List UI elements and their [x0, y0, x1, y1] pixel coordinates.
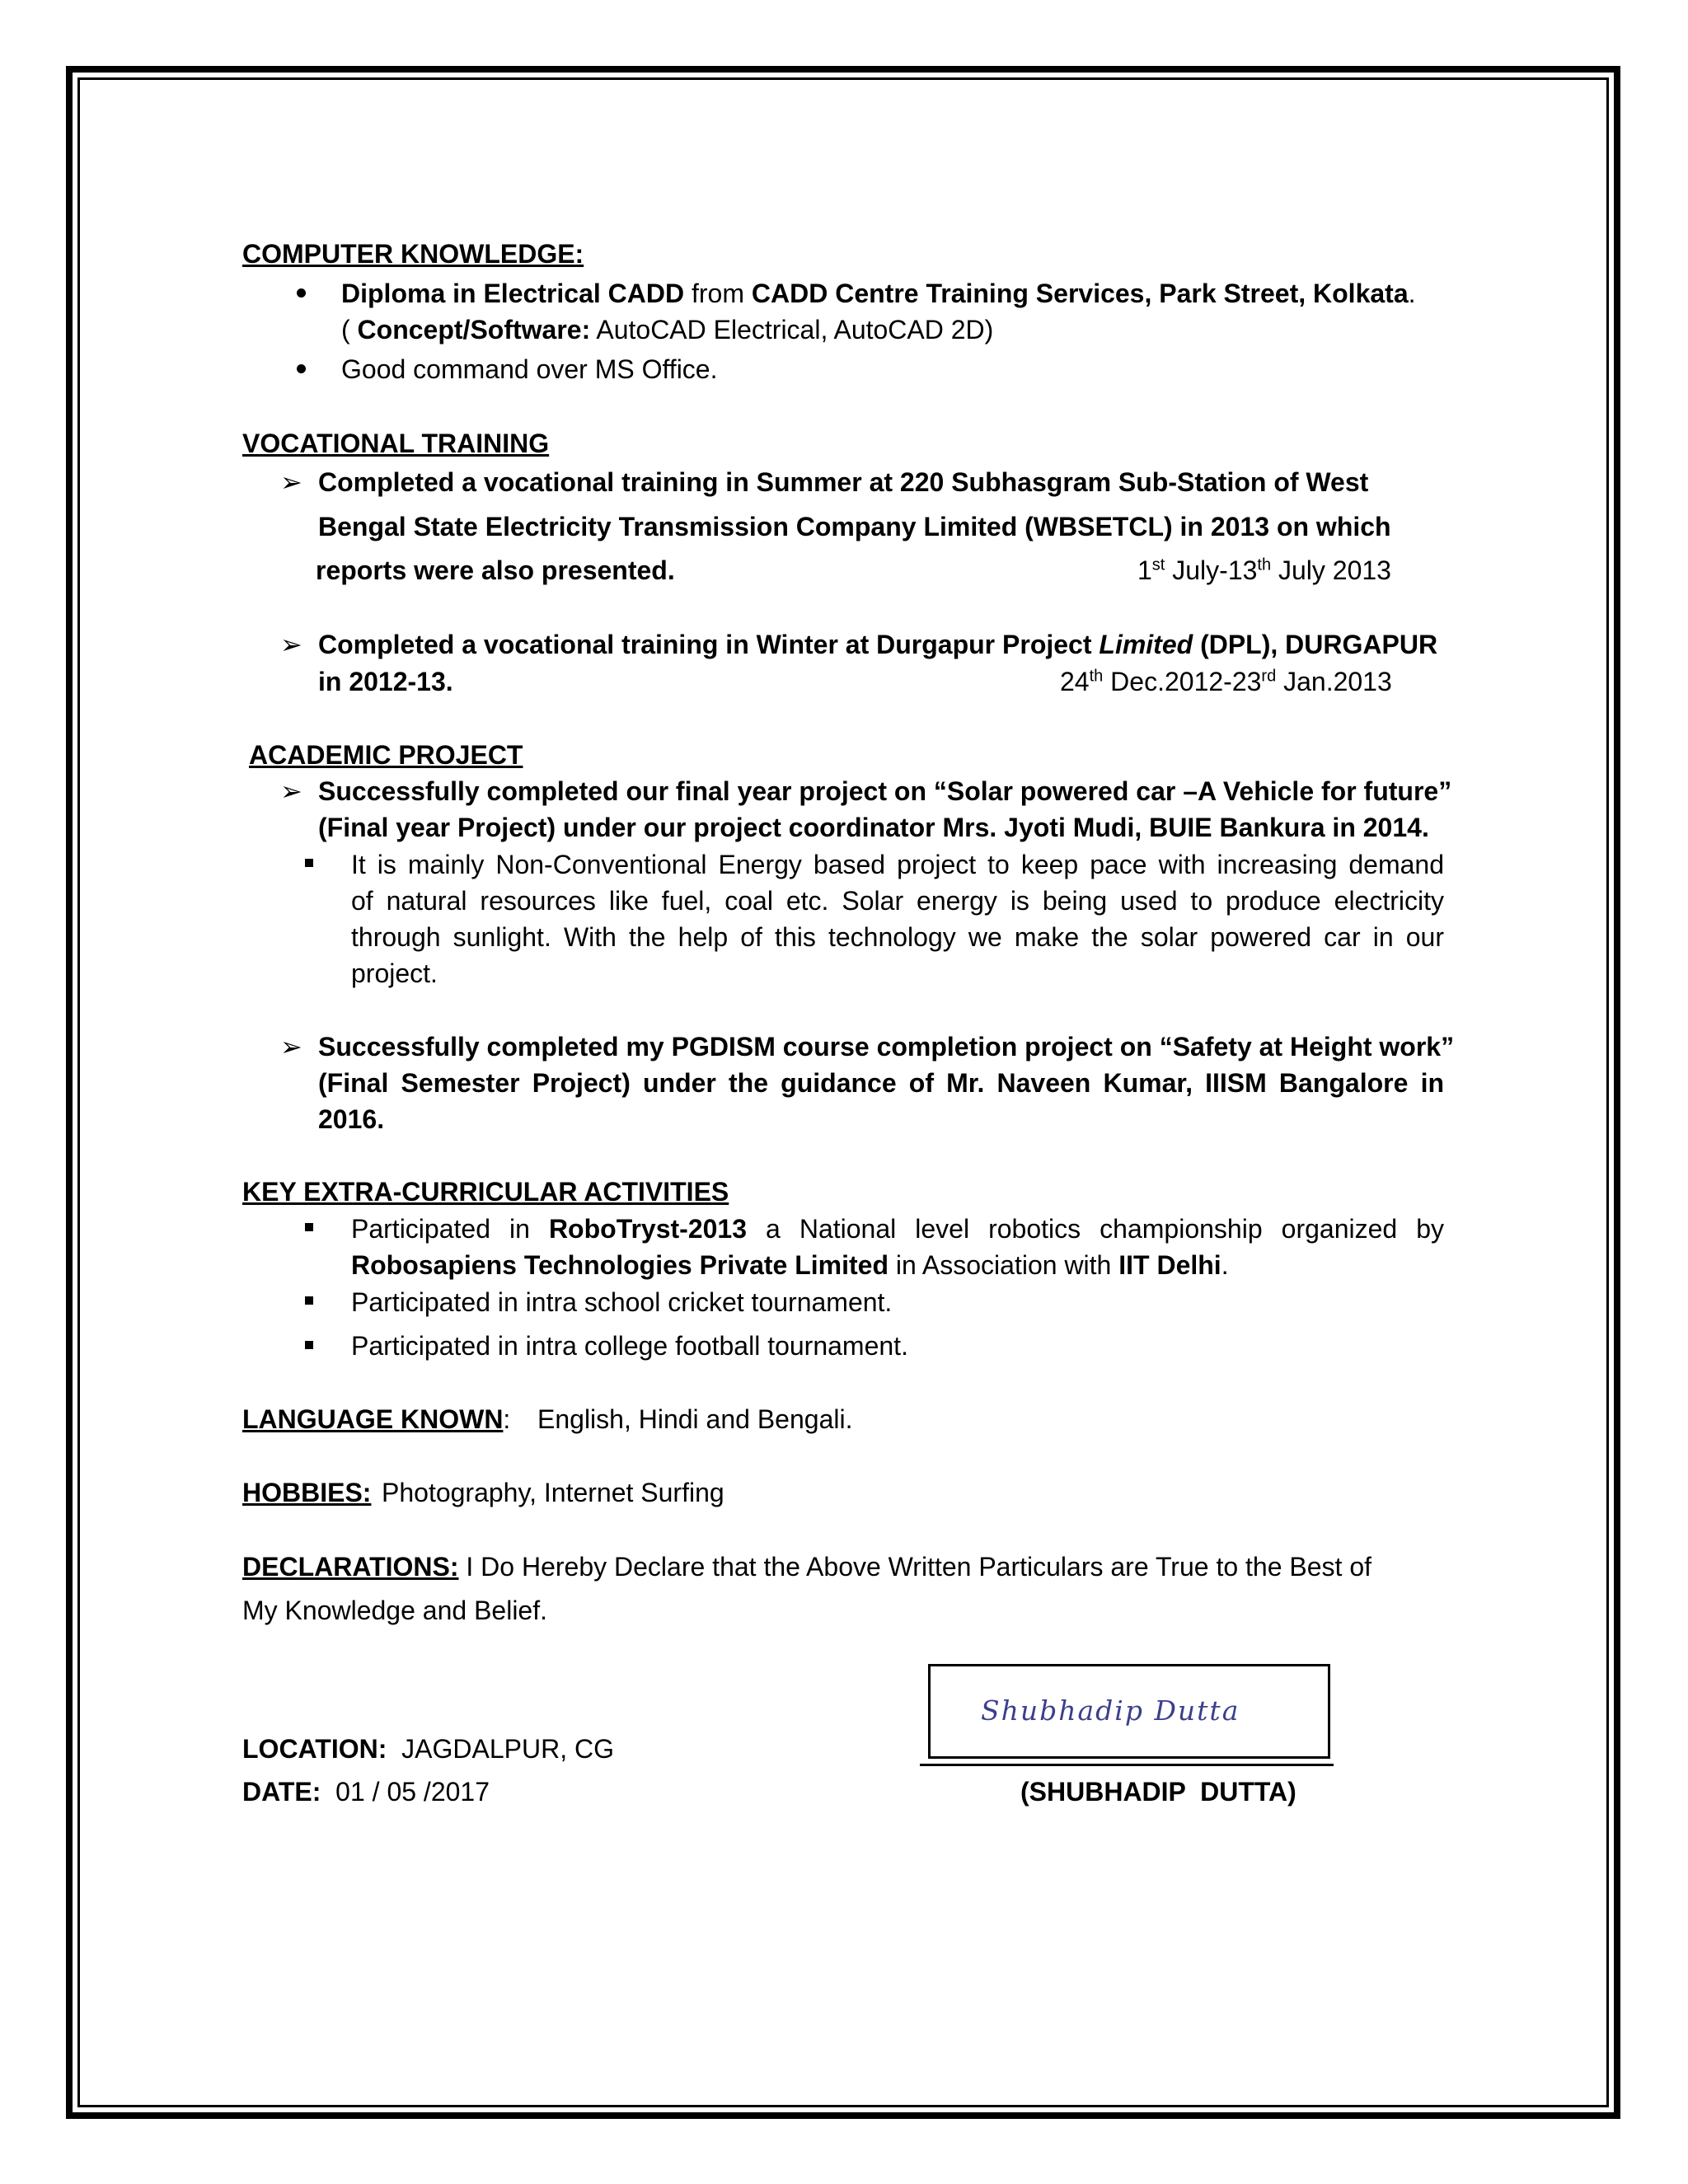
arrow-bullet-icon: ➢: [280, 1032, 302, 1062]
vocational-item-2-date: 24th Dec.2012-23rd Jan.2013: [1060, 667, 1392, 696]
extra-item-1-line-1: Participated in RoboTryst-2013 a National level robotics championship organized by: [351, 1214, 1445, 1244]
academic-item-1-line-1: Successfully completed our final year project on “Solar powered car –A Vehicle for future”: [318, 776, 1452, 806]
computer-item-1-software: ( Concept/Software: AutoCAD Electrical, AutoCAD 2D): [341, 315, 994, 344]
vocational-item-1-line-2: Bengal State Electricity Transmission Company Limited (WBSETCL) in 2013 on which: [318, 512, 1391, 541]
academic-item-1-desc-line-1: It is mainly Non-Conventional Energy based project to keep pace with increasing demand: [351, 850, 1444, 879]
academic-item-1-line-2: (Final year Project) under our project coordinator Mrs. Jyoti Mudi, BUIE Bankura in 2014.: [318, 813, 1429, 842]
handwritten-signature: Shubhadip Dutta: [981, 1694, 1240, 1727]
extra-item-3: Participated in intra college football tournament.: [351, 1331, 908, 1361]
computer-item-1: Diploma in Electrical CADD from CADD Centre Training Services, Park Street, Kolkata.: [341, 279, 1416, 308]
language-label: LANGUAGE KNOWN: [242, 1404, 504, 1434]
signatory-name: (SHUBHADIP DUTTA): [1020, 1777, 1296, 1807]
extra-item-2: Participated in intra school cricket tournament.: [351, 1287, 893, 1317]
language-value: English, Hindi and Bengali.: [537, 1404, 853, 1434]
academic-item-1-desc-line-3: through sunlight. With the help of this technology we make the solar powered car in our: [351, 922, 1444, 952]
language-row: LANGUAGE KNOWN:: [242, 1404, 511, 1434]
hobbies-value: Photography, Internet Surfing: [382, 1478, 724, 1507]
square-bullet-icon: [305, 1341, 313, 1349]
date-row: DATE: 01 / 05 /2017: [242, 1777, 490, 1807]
academic-item-1-desc-line-2: of natural resources like fuel, coal etc. Solar energy is being used to produce electricity: [351, 886, 1444, 916]
hobbies-label: HOBBIES:: [242, 1478, 372, 1507]
bullet-icon: [297, 288, 306, 298]
location-row: LOCATION: JAGDALPUR, CG: [242, 1734, 614, 1764]
signature-line: [920, 1764, 1334, 1766]
square-bullet-icon: [305, 1223, 313, 1231]
vocational-item-1-date: 1st July-13th July 2013: [1137, 555, 1391, 585]
extra-curricular-heading: KEY EXTRA-CURRICULAR ACTIVITIES: [242, 1177, 729, 1207]
vocational-item-1-line-3: reports were also presented.: [316, 555, 675, 585]
computer-knowledge-heading: COMPUTER KNOWLEDGE:: [242, 239, 584, 269]
academic-item-1-desc-line-4: project.: [351, 958, 438, 988]
academic-item-2-line-1: Successfully completed my PGDISM course completion project on “Safety at Height work”: [318, 1032, 1455, 1062]
arrow-bullet-icon: ➢: [280, 467, 302, 497]
arrow-bullet-icon: ➢: [280, 776, 302, 806]
square-bullet-icon: [305, 859, 313, 867]
declaration-line-2: My Knowledge and Belief.: [242, 1596, 547, 1625]
vocational-training-heading: VOCATIONAL TRAINING: [242, 429, 550, 458]
arrow-bullet-icon: ➢: [280, 630, 302, 659]
vocational-item-2-line-2: in 2012-13.: [318, 667, 453, 696]
computer-item-2: Good command over MS Office.: [341, 354, 718, 384]
academic-item-2-line-2: (Final Semester Project) under the guidance of Mr. Naveen Kumar, IIISM Bangalore in: [318, 1068, 1444, 1098]
vocational-item-1-line-1: Completed a vocational training in Summer at 220 Subhasgram Sub-Station of West: [318, 467, 1369, 497]
vocational-item-2-line-1: Completed a vocational training in Winter at Durgapur Project Limited (DPL), DURGAPUR: [318, 630, 1438, 659]
academic-project-heading: ACADEMIC PROJECT: [249, 740, 523, 770]
extra-item-1-line-2: Robosapiens Technologies Private Limited in Association with IIT Delhi.: [351, 1250, 1229, 1280]
bullet-icon: [297, 364, 306, 373]
square-bullet-icon: [305, 1296, 313, 1305]
declaration-line-1: DECLARATIONS: I Do Hereby Declare that the Above Written Particulars are True to the Best of: [242, 1552, 1372, 1582]
academic-item-2-line-3: 2016.: [318, 1104, 385, 1134]
